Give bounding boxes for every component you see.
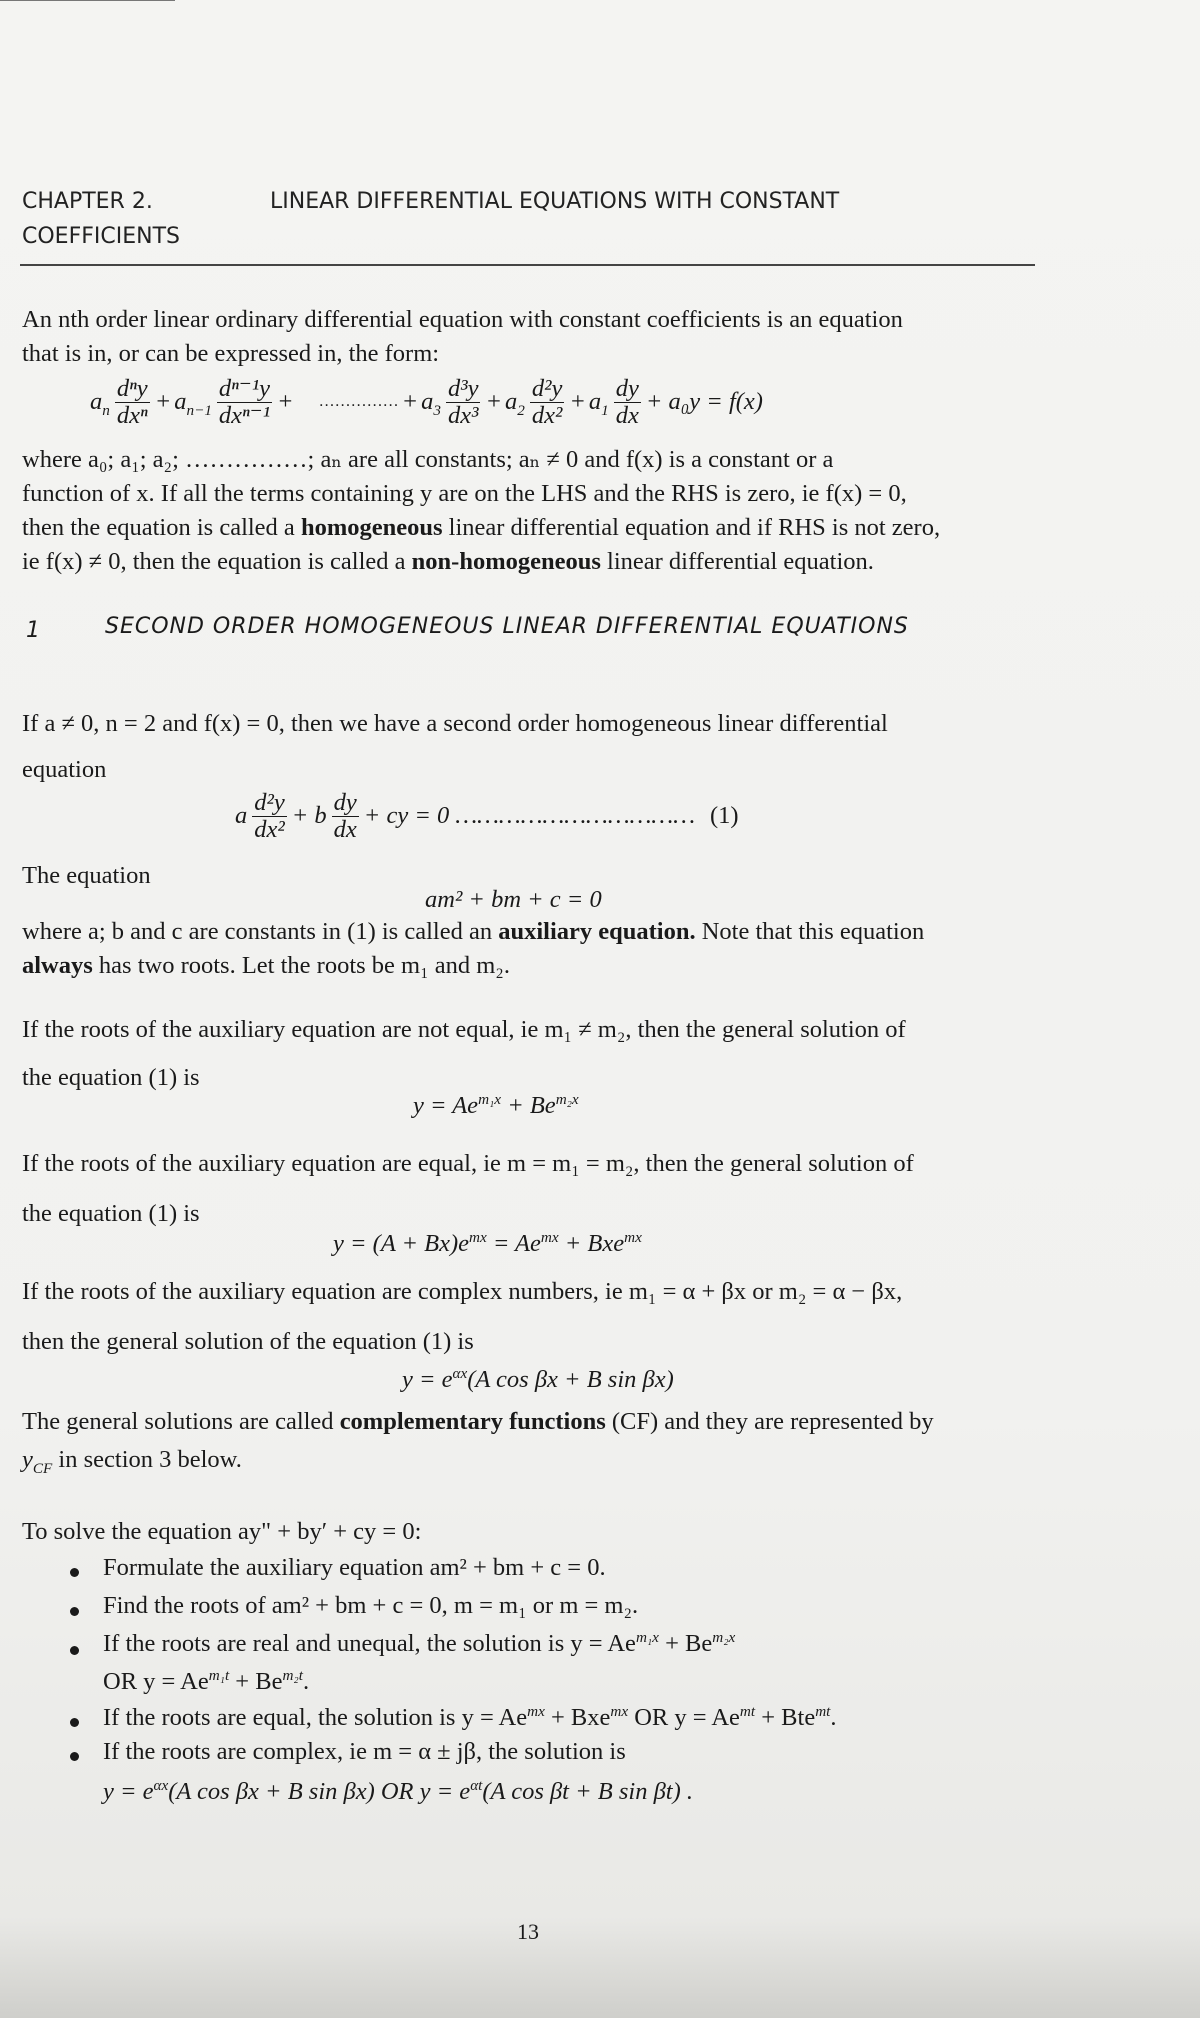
bullet-icon bbox=[70, 1568, 79, 1577]
para-line: If the roots of the auxiliary equation are equal, ie m = m₁ = m₂, then the general solution of bbox=[22, 1150, 914, 1177]
bullet-icon bbox=[70, 1752, 79, 1761]
scan-edge-line bbox=[0, 0, 175, 1]
intro-line-2: that is in, or can be expressed in, the form: bbox=[22, 340, 440, 367]
bullet-item-continued: OR $y = Ae^{m_1t} + Be^{m_2t}$. bbox=[103, 1666, 310, 1695]
solution-complex-roots: $y = e^{\alpha x}(A$ cos βx + B sin βx) bbox=[402, 1364, 674, 1393]
para-line: the equation (1) is bbox=[22, 1064, 200, 1091]
para-line: then the general solution of the equation (1) is bbox=[22, 1328, 474, 1355]
intro-line-5: then the equation is called a homogeneous linear differential equation and if RHS is not zero, bbox=[22, 514, 941, 541]
bullet-item: If the roots are complex, ie m = α ± jβ, the solution is bbox=[103, 1738, 626, 1765]
para-line: To solve the equation ay" + by′ + cy = 0: bbox=[22, 1518, 422, 1545]
intro-line-4: function of x. If all the terms containing y are on the LHS and the RHS is zero, ie f(x) = 0, bbox=[22, 480, 907, 507]
solution-unequal-roots: $y = Ae^{m_1x} + Be^{m_2x}$ bbox=[413, 1090, 579, 1119]
solution-equal-roots: $y = (A + Bx)e^{mx} = Ae^{mx} + Bxe^{mx}$ bbox=[333, 1228, 642, 1257]
chapter-number: CHAPTER 2. bbox=[22, 189, 153, 214]
chapter-title: LINEAR DIFFERENTIAL EQUATIONS WITH CONSTANT bbox=[270, 189, 840, 214]
bullet-icon bbox=[70, 1646, 79, 1655]
intro-line-1: An nth order linear ordinary differential equation with constant coefficients is an equation bbox=[22, 306, 903, 333]
bullet-item: Find the roots of am² + bm + c = 0, m = m₁ or m = m₂. bbox=[103, 1592, 639, 1619]
section-heading: SECOND ORDER HOMOGENEOUS LINEAR DIFFERENTIAL EQUATIONS bbox=[105, 614, 909, 639]
bullet-icon bbox=[70, 1718, 79, 1727]
section-number: 1 bbox=[26, 618, 41, 643]
para-line: equation bbox=[22, 756, 107, 783]
bullet-item: If the roots are equal, the solution is $y = Ae^{mx} + Bxe^{mx}$ OR $y = Ae^{mt} + Bte^{mt}$. bbox=[103, 1702, 837, 1731]
para-line: If a ≠ 0, n = 2 and f(x) = 0, then we have a second order homogeneous linear differential bbox=[22, 710, 888, 737]
chapter-title-continued: COEFFICIENTS bbox=[22, 224, 180, 249]
general-ode-equation: $a_n$ $\frac{\text{dⁿy}}{\text{dxⁿ}}$ + $a_{n-1}$ $\frac{\text{dⁿ⁻¹y}}{\text{dxⁿ⁻¹}}$ + …………… + $a_3$ $\frac{\text{d³y}}{\text{dx³}}$ + $a_2$ $\frac{\text{d²y}}{\text{dx²}}$ + $a_1$ $\frac{dy}{dx}$ + a₀y = f(x) bbox=[90, 375, 763, 429]
auxiliary-equation: am² + bm + c = 0 bbox=[425, 886, 602, 913]
bullet-item: Formulate the auxiliary equation am² + bm + c = 0. bbox=[103, 1554, 606, 1581]
para-line: always has two roots. Let the roots be m₁ and m₂. bbox=[22, 952, 510, 979]
header-rule bbox=[20, 264, 1035, 266]
para-line: the equation (1) is bbox=[22, 1200, 200, 1227]
bullet-item-continued: $y = e^{\alpha x}(A$ cos βx + B sin βx) OR $y = e^{\alpha t}(A$ cos βt + B sin βt) . bbox=[103, 1776, 693, 1805]
para-line: If the roots of the auxiliary equation are not equal, ie m₁ ≠ m₂, then the general solution of bbox=[22, 1016, 906, 1043]
page-number: 13 bbox=[517, 1919, 539, 1944]
para-line: The equation bbox=[22, 862, 151, 889]
intro-line-6: ie f(x) ≠ 0, then the equation is called a non-homogeneous linear differential equation. bbox=[22, 548, 874, 575]
intro-line-3: where a₀; a₁; a₂; ……………; aₙ are all constants; aₙ ≠ 0 and f(x) is a constant or a bbox=[22, 446, 834, 473]
para-line: If the roots of the auxiliary equation are complex numbers, ie m₁ = α + βx or m₂ = α − βx, bbox=[22, 1278, 903, 1305]
equation-1: a $\frac{\text{d²y}}{\text{dx²}}$ + b $\frac{dy}{dx}$ + cy = 0 …………………………… (1) bbox=[235, 789, 739, 843]
bullet-icon bbox=[70, 1607, 79, 1616]
para-line: The general solutions are called complementary functions (CF) and they are represented by bbox=[22, 1408, 934, 1435]
para-line: where a; b and c are constants in (1) is called an auxiliary equation. Note that this equation bbox=[22, 918, 925, 945]
bullet-item: If the roots are real and unequal, the solution is $y = Ae^{m_1x} + Be^{m_2x}$ bbox=[103, 1628, 736, 1657]
para-line: $y_{CF}$ in section 3 below. bbox=[22, 1446, 242, 1477]
